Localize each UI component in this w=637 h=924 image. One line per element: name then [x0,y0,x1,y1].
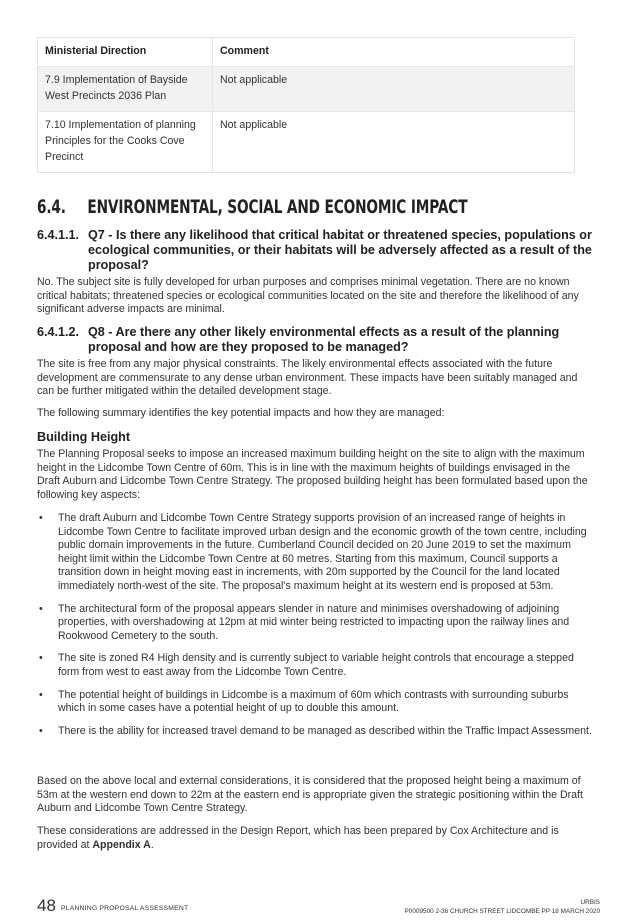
bullet-text: The site is zoned R4 High density and is currently subject to variable height controls that encourage a stepped form from west to east away from the Lidcombe Town Centre. [58,652,574,678]
page-number: 48 [37,896,56,915]
list-item [37,603,593,644]
section-number: 6.4. [37,196,66,218]
column-header-comment: Comment [213,38,575,67]
table-row [38,112,575,173]
direction-cell: 7.9 Implementation of Bayside West Precincts 2036 Plan [38,67,213,112]
ministerial-directions-table [37,37,575,173]
section-heading [37,196,468,218]
footer-label: PLANNING PROPOSAL ASSESSMENT [61,905,189,912]
bullet-text: The potential height of buildings in Lidcombe is a maximum of 60m which contrasts with surrounding suburbs which in some cases have a potential height of up to double this amount. [58,688,569,715]
bullet-icon: • [39,724,43,737]
q7-number: 6.4.1.1. [37,228,80,242]
table-row [38,67,575,112]
table-header-row [38,38,575,67]
footer-brand: URBIS [580,899,600,906]
q8-heading [37,325,597,355]
q8-body-1: The site is free from any major physical constraints. The likely environmental effects associated with the future development are commensurate to any dense urban environment. These impacts have been suitably managed and can be further mitigated within the detailed development stage. [37,358,578,398]
list-item [37,725,593,739]
bullet-text: The draft Auburn and Lidcombe Town Centre Strategy supports provision of an increased range of heights in Lidcombe Town Centre to facilitate improved urban design and the economic growth of the town centre, including public domain improvements in the future. Cumberland Council decided on 20 June 2019 to set the maximum height limit within the Lidcombe Town Centre at 60 metres. Starting from this maximum, Council supports a transition down in height moving east in increments, with 20m supported by the Council for the land located immediately north-west of the site. The proposal’s maximum height at its western end is proposed at 53m. [58,512,587,592]
bullet-text: There is the ability for increased travel demand to be managed as described within the Traffic Impact Assessment. [58,724,592,737]
list-item [37,689,593,716]
footer-reference: P0009500 2-36 CHURCH STREET LIDCOMBE PP 18 MARCH 2020 [404,908,600,915]
direction-cell: 7.10 Implementation of planning Principles for the Cooks Cove Precinct [38,112,213,173]
comment-cell: Not applicable [220,119,288,131]
column-header-direction: Ministerial Direction [38,38,213,67]
bullet-icon: • [39,652,43,665]
q8-body-2: The following summary identifies the key potential impacts and how they are managed: [37,407,445,419]
design-report-period: . [150,838,154,851]
building-height-intro: The Planning Proposal seeks to impose an increased maximum building height on the site to align with the maximum height in the Lidcombe Town Centre of 60m. This is in line with the maximum heights of buildings envisaged in the Draft Auburn and Lidcombe Town Centre Strategy. The proposed building height has been formulated based upon the following key aspects: [37,448,588,501]
list-item [37,652,593,679]
comment-cell: Not applicable [213,67,575,112]
bullet-icon: • [39,688,43,701]
list-item [37,512,593,594]
bullet-text: The architectural form of the proposal appears slender in nature and minimises overshadowing of adjoining properties, with overshadowing at 12pm at mid winter being restricted to impacting upon the railway lines and Rookwood Cemetery to the south. [58,602,570,642]
q7-body: No. The subject site is fully developed for urban purposes and comprises minimal vegetation. There are no known critical habitats; threatened species or ecological communities located on the site and therefore the likelihood of any significant adverse impacts are minimal. [37,276,579,316]
bullet-icon: • [39,602,43,615]
building-height-heading: Building Height [37,430,131,444]
q8-number: 6.4.1.2. [37,325,80,339]
section-title: ENVIRONMENTAL, SOCIAL AND ECONOMIC IMPACT [87,196,468,218]
bullet-icon: • [39,512,43,524]
q8-title: Q8 - Are there any other likely environmental effects as a result of the planning proposal and how are they proposed to be managed? [88,325,560,354]
q7-title: Q7 - Is there any likelihood that critical habitat or threatened species, populations or ecological communities, or their habitats will be adversely affected as a result of the proposal? [88,228,592,272]
building-height-bullets [37,512,593,738]
q7-heading [37,228,597,273]
appendix-reference: Appendix A [92,838,151,851]
building-height-conclusion: Based on the above local and external considerations, it is considered that the proposed height being a maximum of 53m at the western end down to 22m at the eastern end is appropriate given the strategic positioning within the Draft Auburn and Lidcombe Town Centre Strategy. [37,775,583,815]
design-report-paragraph [37,825,593,852]
design-report-text: These considerations are addressed in the Design Report, which has been prepared by Cox Architecture and is provided at [37,825,559,851]
